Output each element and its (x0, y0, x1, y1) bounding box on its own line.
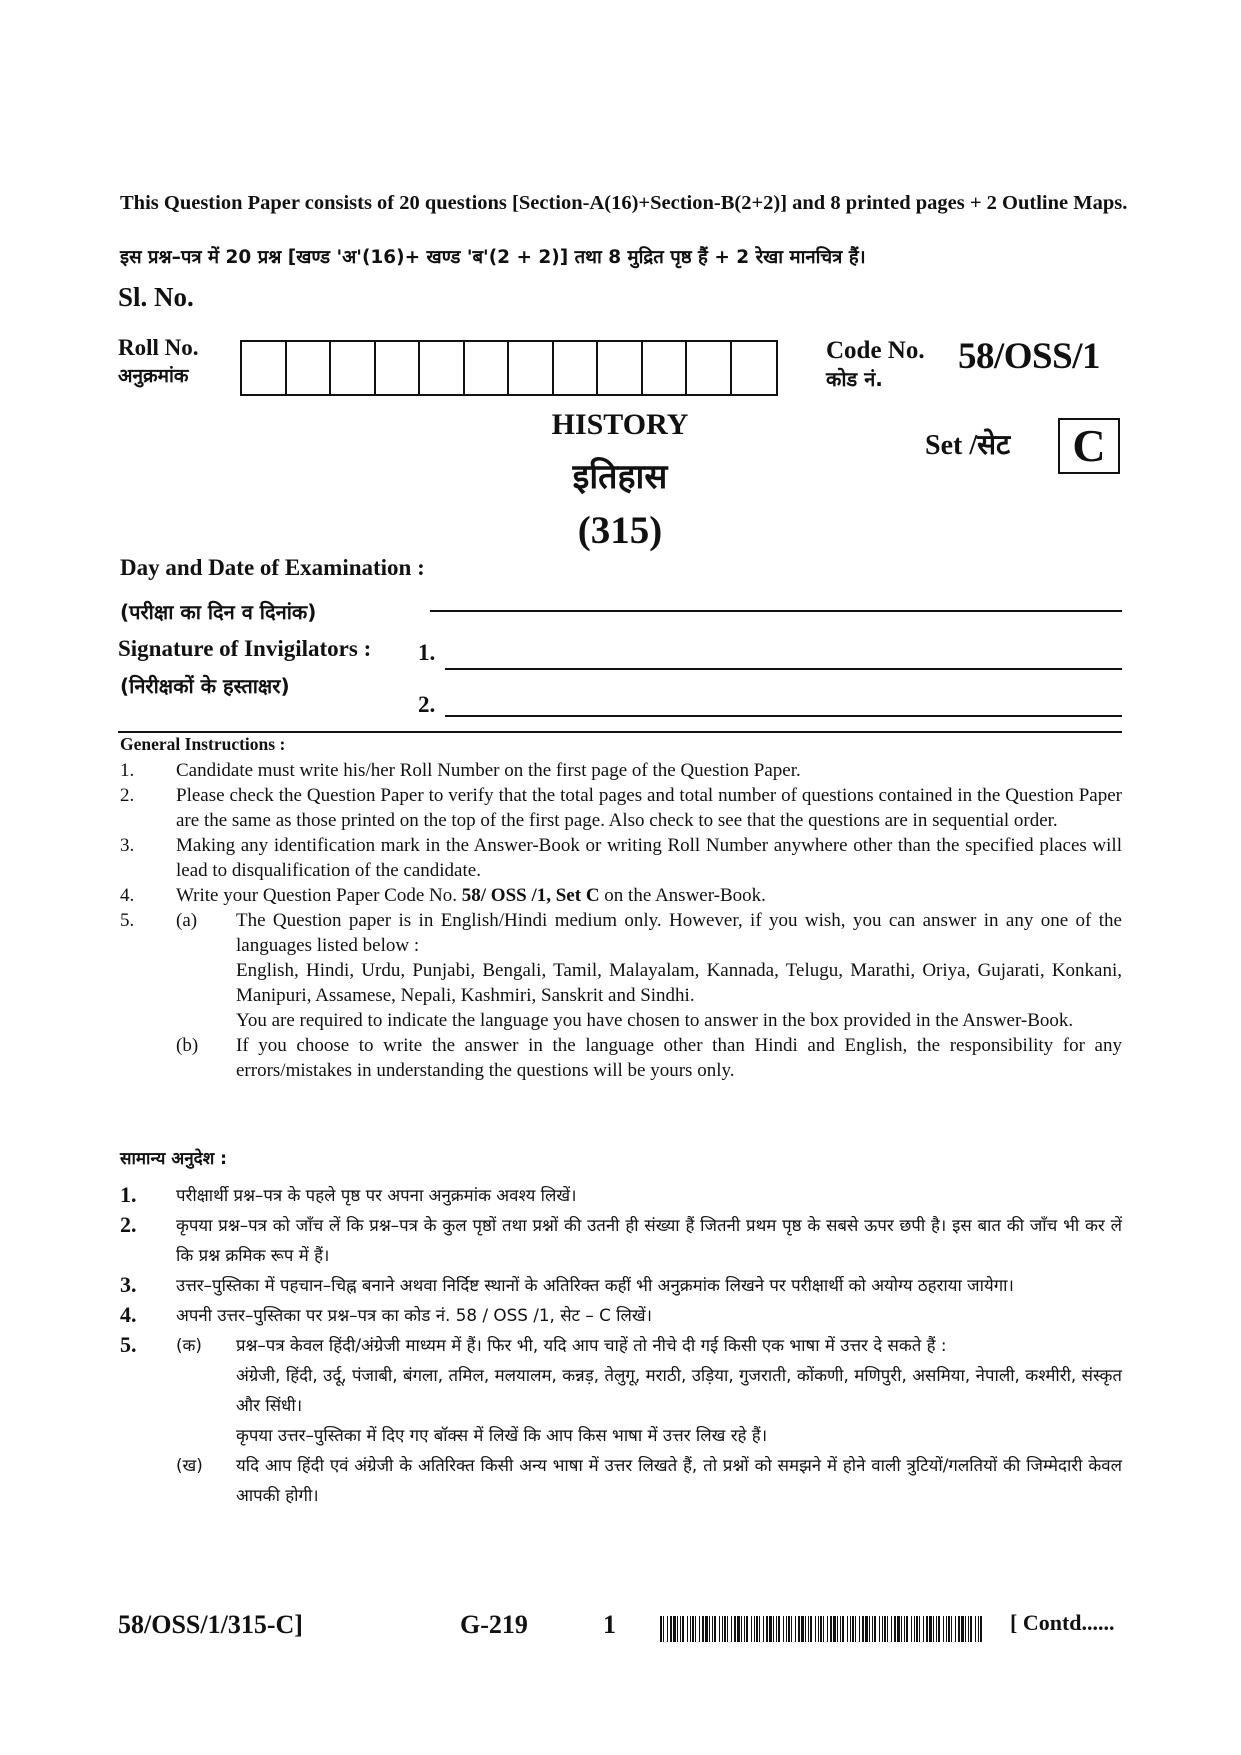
instruction-paragraph: The Question paper is in English/Hindi medium only. However, if you wish, you can answer in any one of the languages listed below : (236, 910, 1122, 956)
set-value-box: C (1058, 418, 1120, 474)
code-number-label-hi: कोड नं. (826, 367, 883, 391)
list-subitem-marker: (a) (176, 910, 198, 931)
invigilator-signature-label: Signature of Invigilators : (118, 636, 372, 661)
roll-number-digit-box[interactable] (732, 342, 777, 394)
list-item (120, 833, 1122, 883)
paper-intro-en: This Question Paper consists of 20 questions [Section-A(16)+Section-B(2+2)] and 8 printed pages + 2 Outline Maps. (120, 192, 1128, 214)
list-subitem-marker: (b) (176, 1035, 199, 1056)
roll-number-digit-box[interactable] (509, 342, 554, 394)
list-item (120, 1450, 1122, 1510)
roll-number-digit-box[interactable] (420, 342, 465, 394)
roll-number-digit-box[interactable] (242, 342, 287, 394)
exam-date-label: Day and Date of Examination : (120, 555, 425, 580)
roll-number-digit-box[interactable] (331, 342, 376, 394)
roll-number-boxes[interactable] (240, 340, 778, 396)
list-item-text (236, 908, 1122, 1033)
list-item (120, 1210, 1122, 1270)
list-item (120, 1033, 1122, 1083)
roll-number-label-hi: अनुक्रमांक (118, 365, 189, 387)
general-instructions-title: General Instructions : (120, 734, 286, 754)
signature-1-number: 1. (418, 640, 436, 665)
roll-number-digit-box[interactable] (376, 342, 421, 394)
list-item-text: Please check the Question Paper to verify that the total pages and total number of questions contained in the Question Paper are the same as those printed on the top of the first page. Also check to see that the questions are in sequential order. (176, 785, 1122, 831)
general-instructions-list (120, 758, 1122, 1083)
code-number-value: 58/OSS/1 (958, 336, 1100, 377)
list-item-text: Making any identification mark in the Answer-Book or writing Roll Number anywhere other than the specified places will lead to disqualification of the candidate. (176, 835, 1122, 881)
instruction-paragraph: कृपया उत्तर–पुस्तिका में दिए गए बॉक्स में लिखें कि आप किस भाषा में उत्तर लिख रहे हैं। (236, 1425, 768, 1445)
list-item (120, 783, 1122, 833)
list-item (120, 1180, 1122, 1210)
list-item (120, 1300, 1122, 1330)
signature-2-number: 2. (418, 692, 436, 717)
list-item (120, 758, 1122, 783)
list-item-text (176, 883, 1122, 908)
instruction-code: 58/ OSS /1, Set C (461, 885, 600, 906)
list-item (120, 1330, 1122, 1450)
list-item-text: Candidate must write his/her Roll Number on the first page of the Question Paper. (176, 760, 801, 781)
list-item-number: 2. (120, 1212, 137, 1237)
list-item-text: If you choose to write the answer in the language other than Hindi and English, the responsibility for any errors/mistakes in understanding the questions will be yours only. (236, 1035, 1122, 1081)
exam-date-label-hi: (परीक्षा का दिन व दिनांक) (120, 600, 317, 624)
list-item-number: 3. (120, 835, 135, 856)
paper-intro-hi: इस प्रश्न–पत्र में 20 प्रश्न [खण्ड 'अ'(16)+ खण्ड 'ब'(2 + 2)] तथा 8 मुद्रित पृष्ठ हैं + 2 रेखा मानचित्र हैं। (120, 247, 866, 268)
list-item-number: 4. (120, 1302, 137, 1327)
list-item-number: 1. (120, 1182, 137, 1207)
set-label: Set /सेट (925, 430, 1011, 461)
roll-number-digit-box[interactable] (598, 342, 643, 394)
roll-number-digit-box[interactable] (287, 342, 332, 394)
list-item-text: उत्तर–पुस्तिका में पहचान–चिह्न बनाने अथवा निर्दिष्ट स्थानों के अतिरिक्त कहीं भी अनुक्रमांक लिखने पर परीक्षार्थी को अयोग्य ठहराया जायेगा। (176, 1275, 1014, 1295)
page-number: 1 (603, 1610, 616, 1639)
list-item-text: अपनी उत्तर–पुस्तिका पर प्रश्न–पत्र का कोड नं. 58 / OSS /1, सेट – C लिखें। (176, 1305, 652, 1325)
footer-series: G-219 (460, 1610, 528, 1639)
barcode (660, 1616, 985, 1642)
code-number-label: Code No. (826, 337, 925, 364)
list-item-number: 4. (120, 885, 135, 906)
roll-number-digit-box[interactable] (687, 342, 732, 394)
hindi-instructions-title: सामान्य अनुदेश : (120, 1149, 227, 1169)
exam-date-field[interactable] (430, 610, 1122, 612)
invigilator-signature-label-hi: (निरीक्षकों के हस्ताक्षर) (120, 674, 290, 698)
language-list: English, Hindi, Urdu, Punjabi, Bengali, Tamil, Malayalam, Kannada, Telugu, Marathi, Oriya, Gujarati, Konkani, Manipuri, Assamese, Nepali, Kashmiri, Sanskrit and Sindhi. (236, 960, 1122, 1006)
serial-number-label: Sl. No. (118, 282, 194, 312)
list-item-number: 3. (120, 1272, 137, 1297)
list-item-text: यदि आप हिंदी एवं अंग्रेजी के अतिरिक्त किसी अन्य भाषा में उत्तर लिखते हैं, तो प्रश्नों को समझने में होने वाली त्रुटियों/गलतियों की जिम्मेदारी केवल आपकी होगी। (236, 1455, 1122, 1505)
list-item-text: परीक्षार्थी प्रश्न–पत्र के पहले पृष्ठ पर अपना अनुक्रमांक अवश्य लिखें। (176, 1185, 577, 1205)
hindi-instructions-list (120, 1180, 1122, 1510)
subject-code: (315) (577, 509, 663, 552)
list-item-number: 2. (120, 785, 135, 806)
list-subitem-marker: (क) (176, 1335, 202, 1355)
language-list: अंग्रेजी, हिंदी, उर्दू, पंजाबी, बंगला, तमिल, मलयालम, कन्नड़, तेलुगू, मराठी, उड़िया, गुजराती, कोंकणी, मणिपुरी, असमिया, नेपाली, कश्मीरी, संस्कृत और सिंधी। (236, 1365, 1122, 1415)
list-item-number: 5. (120, 1332, 137, 1357)
list-item-number: 5. (120, 910, 135, 931)
list-subitem-marker: (ख) (176, 1455, 203, 1475)
list-item (120, 908, 1122, 1033)
footer-paper-code: 58/OSS/1/315-C] (118, 1610, 303, 1639)
instruction-paragraph: प्रश्न–पत्र केवल हिंदी/अंग्रेजी माध्यम में हैं। फिर भी, यदि आप चाहें तो नीचे दी गई किसी एक भाषा में उत्तर दे सकते हैं : (236, 1335, 947, 1355)
instruction-paragraph: You are required to indicate the language you have chosen to answer in the box provided in the Answer-Book. (236, 1010, 1074, 1031)
instruction-text: Write your Question Paper Code No. (176, 885, 462, 906)
roll-number-digit-box[interactable] (554, 342, 599, 394)
subject-name: HISTORY (551, 408, 689, 441)
list-item-text (236, 1330, 1122, 1450)
list-item (120, 883, 1122, 908)
list-item-text: कृपया प्रश्न–पत्र को जाँच लें कि प्रश्न–पत्र के कुल पृष्ठों तथा प्रश्नों की उतनी ही संख्या हैं जितनी प्रथम पृष्ठ के सबसे ऊपर छपी है। इस बात की जाँच भी कर लें कि प्रश्न क्रमिक रूप में हैं। (176, 1215, 1122, 1265)
list-item (120, 1270, 1122, 1300)
section-divider (118, 731, 1122, 733)
roll-number-digit-box[interactable] (465, 342, 510, 394)
roll-number-digit-box[interactable] (643, 342, 688, 394)
instruction-text: on the Answer-Book. (599, 885, 766, 906)
subject-name-hi: इतिहास (572, 457, 668, 497)
roll-number-label: Roll No. (118, 335, 199, 360)
list-item-number: 1. (120, 760, 135, 781)
continued-label: [ Contd...... (1010, 1610, 1115, 1635)
signature-2-field[interactable] (445, 715, 1122, 717)
signature-1-field[interactable] (445, 668, 1122, 670)
